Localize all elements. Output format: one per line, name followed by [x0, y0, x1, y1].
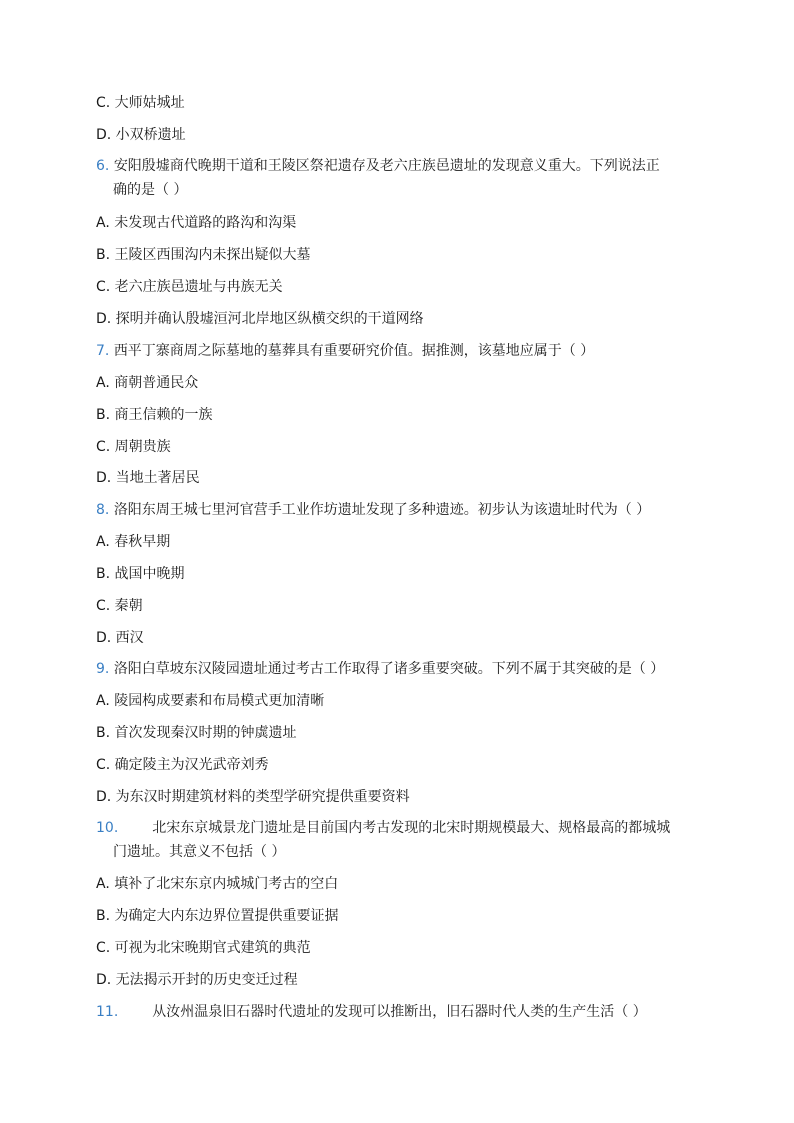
q10-stem: [96, 816, 696, 864]
q10-stem-line1: 北宋东京城景龙门遗址是目前国内考古发现的北宋时期规模最大、规格最高的都城城: [152, 820, 671, 836]
q7-stem-text: 西平丁寨商周之际墓地的墓葬具有重要研究价值。据推测，该墓地应属于（ ）: [113, 343, 595, 359]
q8-option-d: D. 西汉: [96, 630, 144, 646]
q10-stem-line2: 门遗址。其意义不包括（ ）: [113, 844, 286, 860]
q9-option-b: B. 首次发现秦汉时期的钟虡遗址: [96, 725, 297, 741]
q10-option-b: B. 为确定大内东边界位置提供重要证据: [96, 908, 339, 924]
q9-option-d: D. 为东汉时期建筑材料的类型学研究提供重要资料: [96, 789, 410, 805]
q11-stem-text: 从汝州温泉旧石器时代遗址的发现可以推断出，旧石器时代人类的生产生活（ ）: [152, 1004, 647, 1020]
q8-stem-text: 洛阳东周王城七里河官营手工业作坊遗址发现了多种遗迹。初步认为该遗址时代为（ ）: [113, 502, 651, 518]
question-number: 9.: [96, 661, 110, 677]
q6-option-a: A. 未发现古代道路的路沟和沟渠: [96, 215, 297, 231]
q9-stem: [96, 659, 664, 679]
q6-stem-line1: 安阳殷墟商代晚期干道和王陵区祭祀遗存及老六庄族邑遗址的发现意义重大。下列说法正: [113, 158, 660, 174]
q10-option-a: A. 填补了北宋东京内城城门考古的空白: [96, 876, 339, 892]
q5-option-d: D. 小双桥遗址: [96, 127, 186, 143]
q10-option-d: D. 无法揭示开封的历史变迁过程: [96, 972, 298, 988]
q8-option-a: A. 春秋早期: [96, 534, 171, 550]
q9-option-c: C. 确定陵主为汉光武帝刘秀: [96, 757, 269, 773]
q6-stem: [96, 154, 696, 202]
q7-option-b: B. 商王信赖的一族: [96, 407, 213, 423]
q6-option-b: B. 王陵区西围沟内未探出疑似大墓: [96, 247, 311, 263]
q8-stem: [96, 500, 650, 520]
q11-stem: [96, 1002, 647, 1022]
q7-option-a: A. 商朝普通民众: [96, 375, 199, 391]
question-number: 8.: [96, 502, 110, 518]
q8-option-b: B. 战国中晚期: [96, 566, 185, 582]
q6-stem-line2: 确的是（ ）: [113, 182, 188, 198]
q5-option-c: C. 大师姑城址: [96, 95, 185, 111]
question-number: 11.: [96, 1004, 119, 1020]
q10-option-c: C. 可视为北宋晚期官式建筑的典范: [96, 940, 311, 956]
q7-option-d: D. 当地土著居民: [96, 470, 200, 486]
question-number: 7.: [96, 343, 110, 359]
q8-option-c: C. 秦朝: [96, 598, 143, 614]
question-number: 6.: [96, 158, 110, 174]
q6-option-d: D. 探明并确认殷墟洹河北岸地区纵横交织的干道网络: [96, 311, 424, 327]
q6-option-c: C. 老六庄族邑遗址与冉族无关: [96, 279, 283, 295]
q7-stem: [96, 341, 594, 361]
question-number: 10.: [96, 820, 119, 836]
q9-option-a: A. 陵园构成要素和布局模式更加清晰: [96, 693, 325, 709]
q9-stem-text: 洛阳白草坡东汉陵园遗址通过考古工作取得了诸多重要突破。下列不属于其突破的是（ ）: [113, 661, 665, 677]
q7-option-c: C. 周朝贵族: [96, 439, 171, 455]
